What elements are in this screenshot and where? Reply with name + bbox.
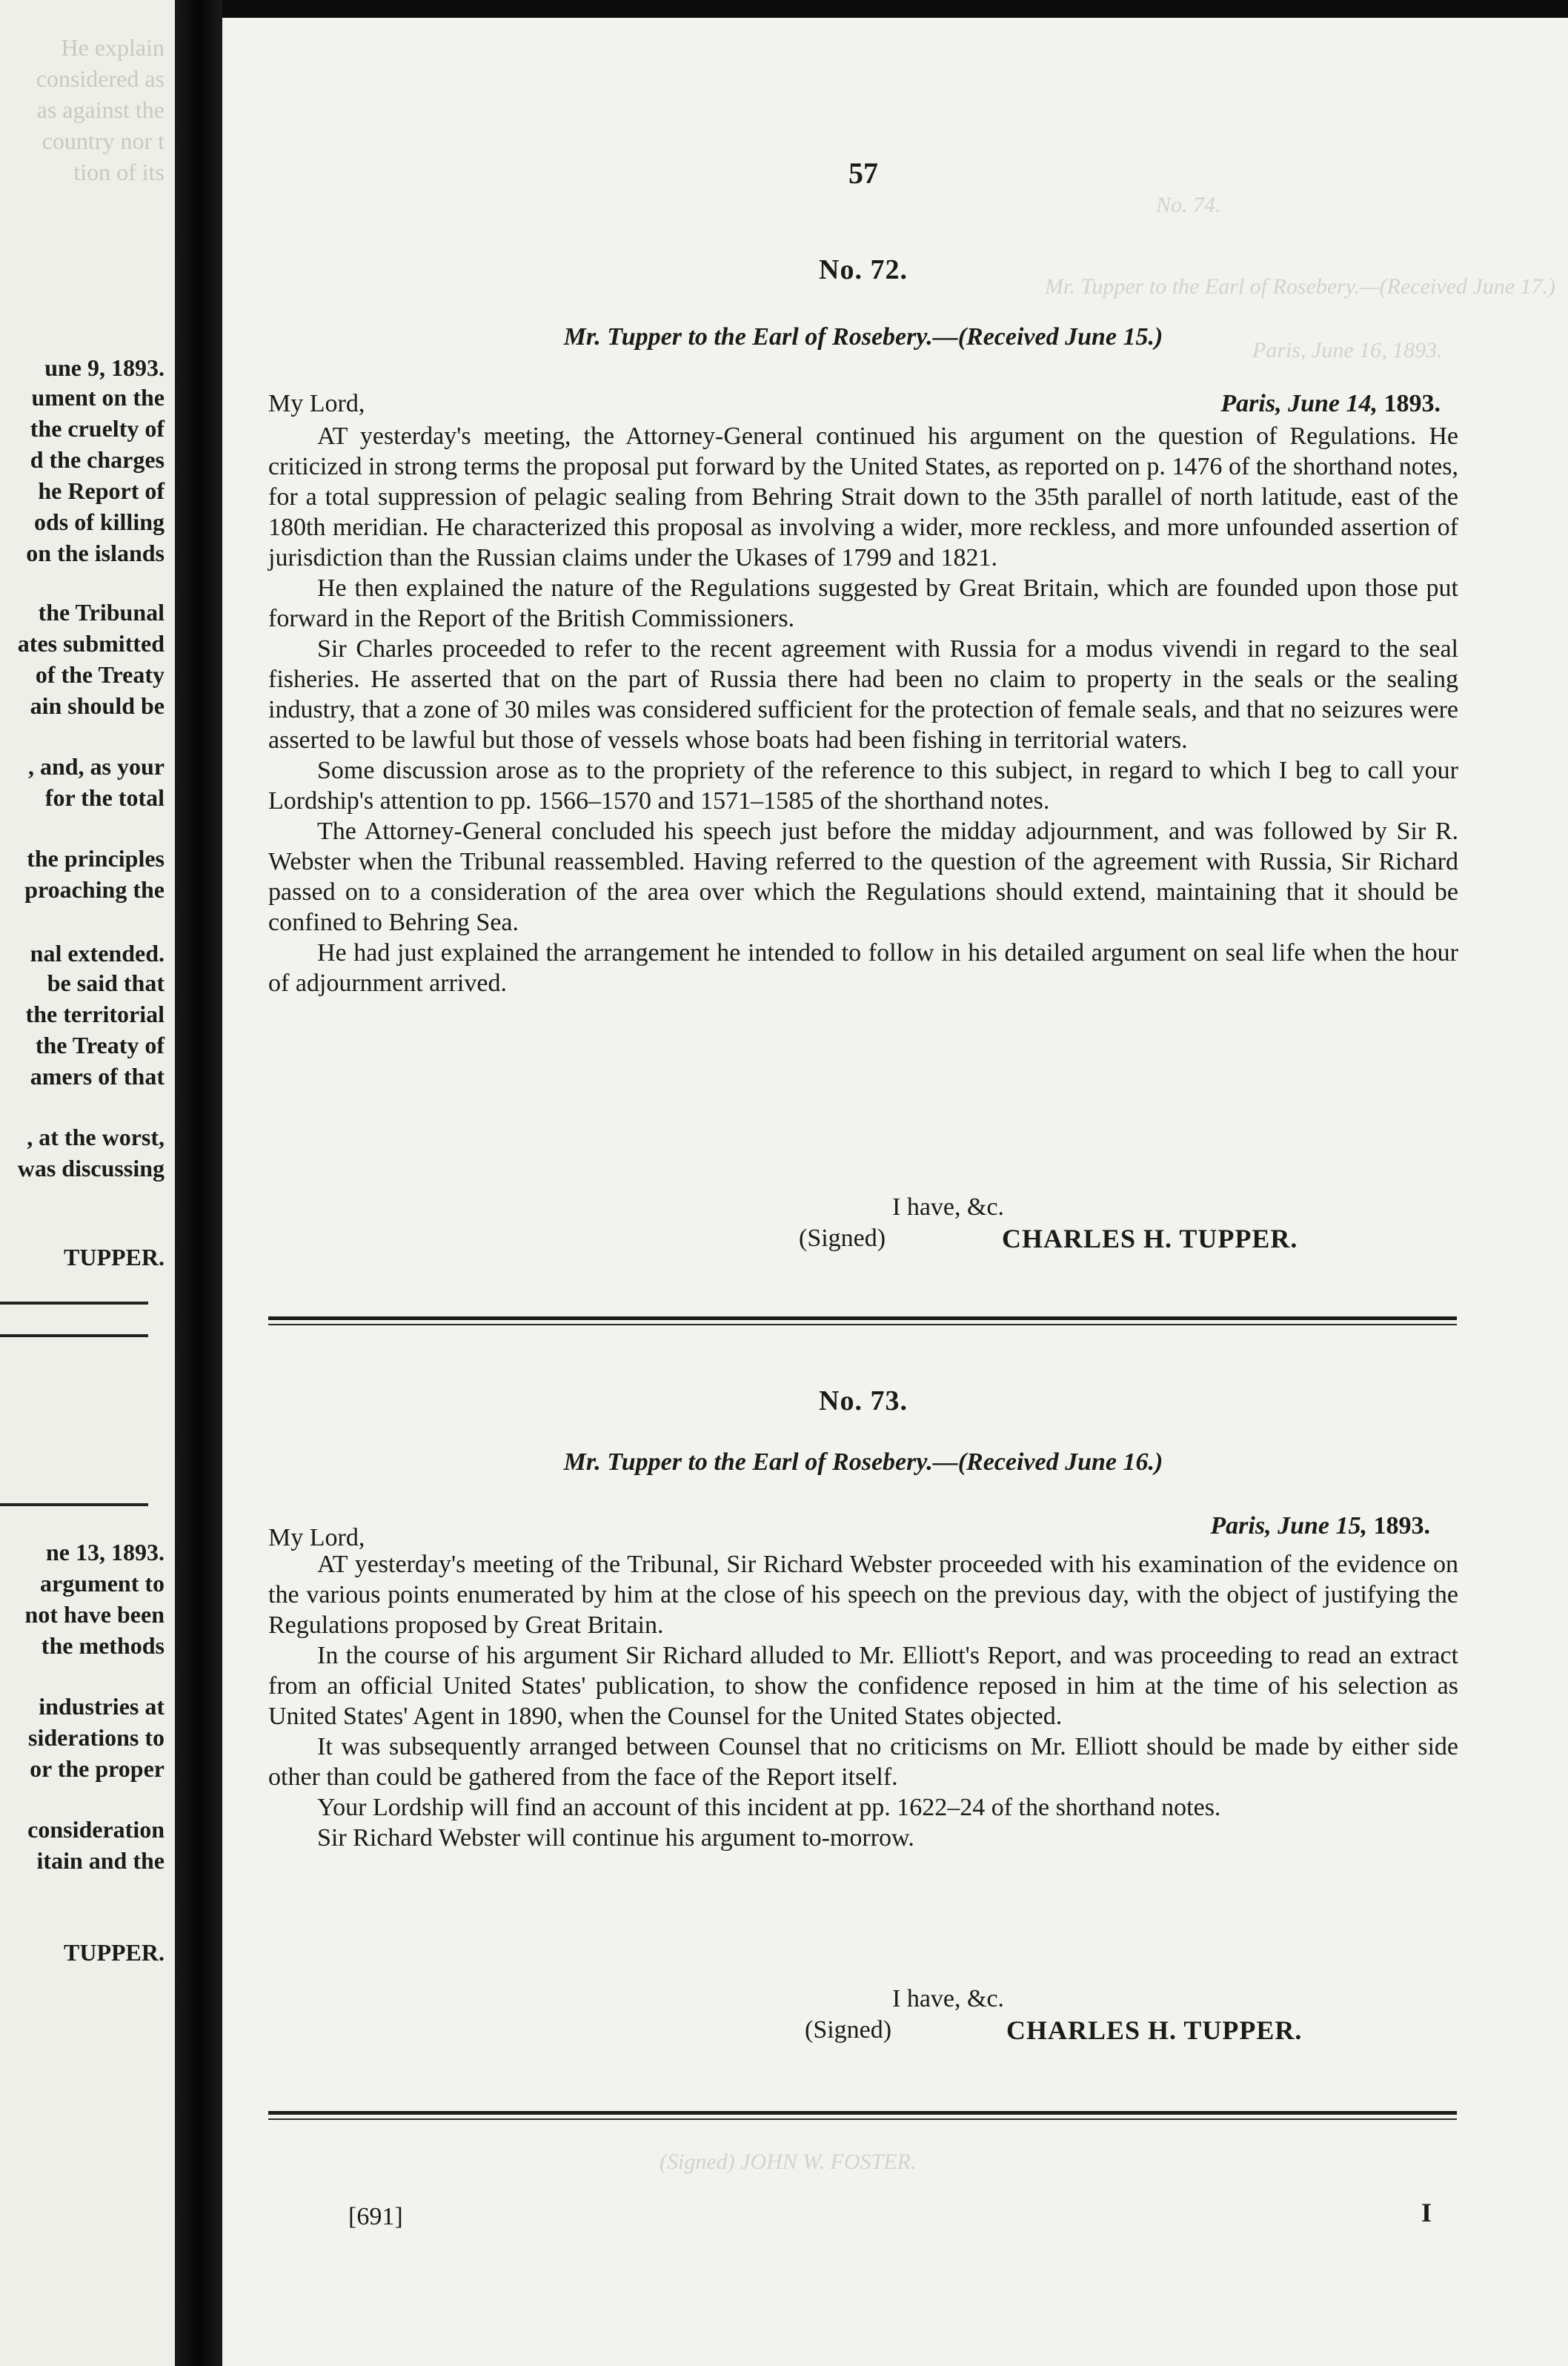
section-rule — [268, 1316, 1457, 1320]
paragraph: Some discussion arose as to the propriety of the reference to this subject, in regard to which I beg to call your Lordship's attention to pp. 1566–1570 and 1571–1585 of the shorthand notes. — [268, 757, 1458, 815]
section-rule-thin — [268, 1324, 1457, 1325]
facing-page-line: proaching the — [24, 876, 165, 903]
facing-page-line: he Report of — [38, 477, 165, 504]
facing-page-line: the cruelty of — [30, 415, 165, 442]
letter-heading: Mr. Tupper to the Earl of Rosebery.—(Received June 15.) — [563, 323, 1163, 351]
facing-page-line: , and, as your — [27, 753, 165, 780]
facing-page-rule — [0, 1302, 148, 1305]
document-number: No. 72. — [819, 254, 908, 285]
closing: I have, &c. — [892, 1193, 1005, 1221]
facing-page-line: itain and the — [36, 1847, 165, 1874]
book-gutter — [175, 0, 222, 2366]
facing-page-line: for the total — [44, 784, 165, 811]
facing-page-line: the Tribunal — [38, 599, 165, 626]
letter-heading: Mr. Tupper to the Earl of Rosebery.—(Received June 16.) — [563, 1448, 1163, 1476]
section-rule-thin — [268, 2118, 1457, 2120]
facing-page-fragment — [0, 0, 175, 2366]
page-number: 57 — [848, 156, 878, 190]
facing-page-line: or the proper — [30, 1755, 165, 1782]
facing-page-line: ain should be — [30, 692, 165, 719]
bleed-through-text: (Signed) JOHN W. FOSTER. — [660, 2150, 917, 2174]
letter-body — [268, 1549, 1458, 1853]
facing-page-line: siderations to — [28, 1724, 165, 1751]
facing-page-line: argument to — [40, 1570, 165, 1597]
facing-page-line: be said that — [47, 970, 165, 996]
paragraph: AT yesterday's meeting, the Attorney-General continued his argument on the question of Regulations. He criticized in strong terms the proposal put forward by the United States, as reported on p. 1476 of the shorthand notes, for a total suppression of pelagic sealing from Behring Strait down to the 35th parallel of north latitude, east of the 180th meridian. He characterized this proposal as involving a wider, more reckless, and more unfounded assertion of jurisdiction than the Russian claims under the Ukases of 1799 and 1821. — [268, 422, 1458, 571]
facing-page-line: industries at — [39, 1693, 165, 1720]
paragraph: The Attorney-General concluded his speech just before the midday adjournment, and was followed by Sir R. Webster when the Tribunal reassembled. Having referred to the question of the agreement with Russia, Sir Richard passed on to a consideration of the area over which the Regulations should extend, maintaining that it should be confined to Behring Sea. — [268, 818, 1458, 936]
facing-page-line: considered as — [36, 65, 165, 92]
facing-page-line: TUPPER. — [64, 1244, 165, 1270]
document-number: No. 73. — [819, 1385, 908, 1416]
section-rule — [268, 2111, 1457, 2115]
facing-page-line: as against the — [36, 96, 165, 123]
facing-page-line: TUPPER. — [64, 1939, 165, 1966]
closing: I have, &c. — [892, 1985, 1005, 2012]
facing-page-line: on the islands — [26, 540, 165, 566]
signature: CHARLES H. TUPPER. — [1006, 2015, 1303, 2045]
paragraph: In the course of his argument Sir Richard alluded to Mr. Elliott's Report, and was proceeding to read an extract from an official United States' publication, to show the confidence reposed in him at the time of his selection as United States' Agent in 1890, when the Counsel for the United States objected. — [268, 1642, 1458, 1730]
facing-page-line: the principles — [27, 845, 165, 872]
dateline — [1210, 1512, 1430, 1540]
facing-page-line: the territorial — [25, 1001, 165, 1027]
document-page — [222, 18, 1568, 2366]
facing-page-line: consideration — [27, 1816, 165, 1843]
facing-page-line: ument on the — [31, 384, 165, 411]
signed-label: (Signed) — [799, 1225, 886, 1252]
facing-page-line: country nor t — [41, 127, 165, 154]
paragraph: Your Lordship will find an account of this incident at pp. 1622–24 of the shorthand notes. — [317, 1794, 1221, 1821]
dateline-place: Paris, June 15, — [1210, 1512, 1367, 1540]
paragraph: Sir Richard Webster will continue his argument to-morrow. — [317, 1824, 914, 1852]
paragraph: Sir Charles proceeded to refer to the recent agreement with Russia for a modus vivendi in regard to the seal fisheries. He asserted that on the part of Russia there had been no claim to property in the seals or the sealing industry, that a zone of 30 miles was considered sufficient for the protection of female seals, and that no seizures were asserted to be lawful but those of vessels whose boats had been fishing in territorial waters. — [268, 635, 1458, 754]
dateline-place: Paris, June 14, — [1220, 390, 1378, 417]
facing-page-line: the methods — [41, 1632, 165, 1659]
signature-mark: I — [1421, 2198, 1432, 2227]
facing-page-line: was discussing — [17, 1155, 165, 1182]
facing-page-line: une 9, 1893. — [44, 354, 165, 381]
salutation: My Lord, — [268, 1524, 365, 1551]
signature: CHARLES H. TUPPER. — [1002, 1224, 1298, 1253]
facing-page-line: ates submitted — [17, 630, 165, 657]
dateline-year: 1893. — [1373, 1512, 1430, 1540]
facing-page-line: nal extended. — [30, 940, 165, 967]
facing-page-line: of the Treaty — [35, 661, 165, 688]
facing-page-line: ne 13, 1893. — [46, 1539, 165, 1565]
facing-page-line: He explain — [61, 34, 165, 61]
bleed-through-text: Paris, June 16, 1893. — [1252, 338, 1443, 362]
paragraph: He then explained the nature of the Regulations suggested by Great Britain, which are founded upon those put forward in the Report of the British Commissioners. — [268, 574, 1458, 632]
facing-page-line: tion of its — [73, 159, 165, 185]
letter-body — [268, 421, 1458, 998]
facing-page-rule — [0, 1503, 148, 1506]
facing-page-line: d the charges — [30, 446, 165, 473]
bleed-through-text: No. 74. — [1156, 193, 1221, 217]
dateline-year: 1893. — [1383, 390, 1441, 417]
facing-page-line: ods of killing — [33, 508, 165, 535]
facing-page-line: the Treaty of — [35, 1032, 165, 1058]
paragraph: It was subsequently arranged between Counsel that no criticisms on Mr. Elliott should be made by either side other than could be gathered from the face of the Report itself. — [268, 1733, 1458, 1791]
paragraph: He had just explained the arrangement he intended to follow in his detailed argument on seal life when the hour of adjournment arrived. — [268, 939, 1458, 997]
bleed-through-text: Mr. Tupper to the Earl of Rosebery.—(Received June 17.) — [1045, 274, 1556, 299]
facing-page-line: , at the worst, — [27, 1124, 165, 1150]
printer-code: [691] — [348, 2203, 403, 2230]
paragraph: AT yesterday's meeting of the Tribunal, Sir Richard Webster proceeded with his examination of the evidence on the various points enumerated by him at the close of his speech on the previous day, with the object of justifying the Regulations proposed by Great Britain. — [268, 1551, 1458, 1639]
facing-page-line: amers of that — [30, 1063, 165, 1090]
dateline — [1220, 390, 1441, 418]
salutation: My Lord, — [268, 390, 365, 417]
signed-label: (Signed) — [805, 2016, 892, 2044]
facing-page-rule — [0, 1334, 148, 1337]
facing-page-line: not have been — [24, 1601, 165, 1628]
